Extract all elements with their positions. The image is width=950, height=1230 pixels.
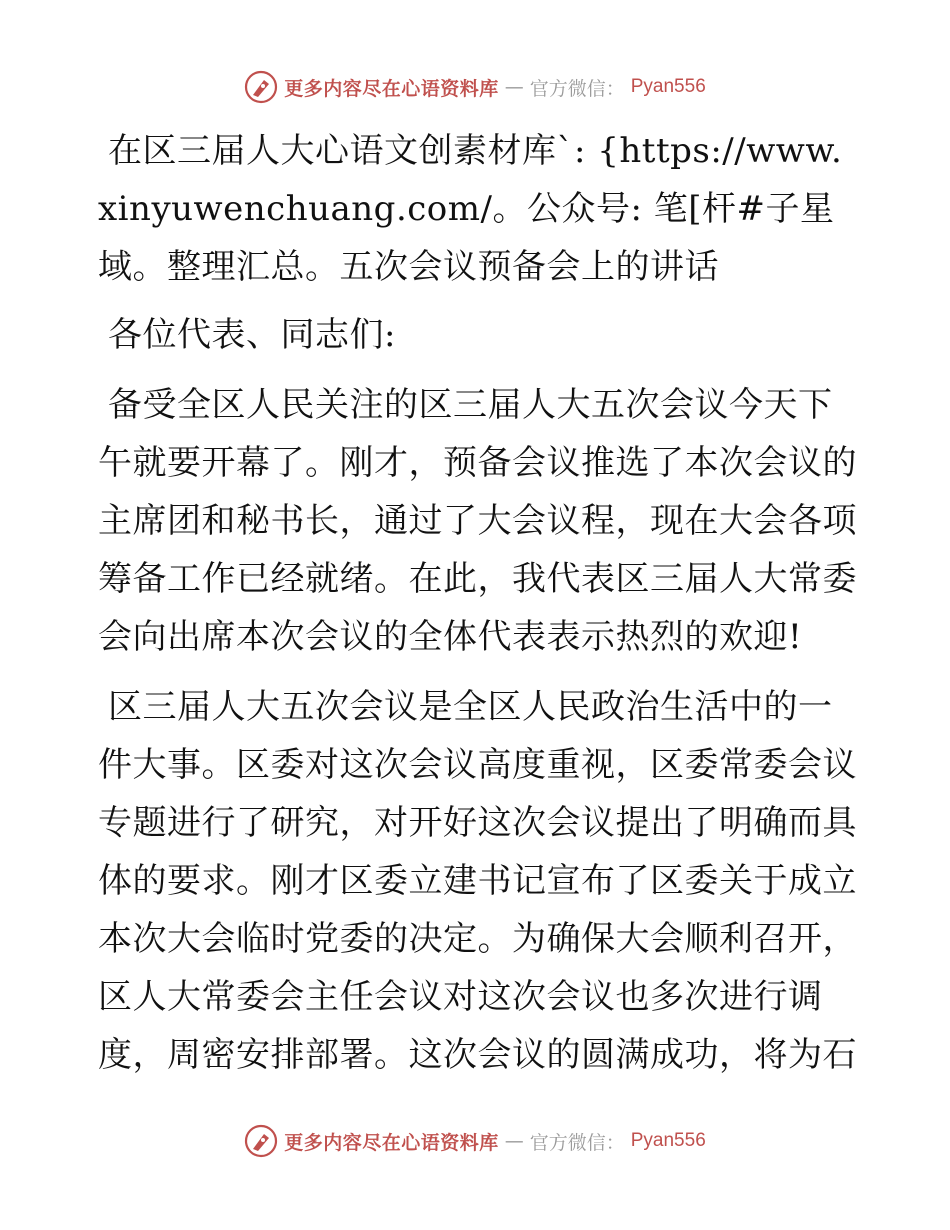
watermark-separator: — (504, 76, 524, 98)
pen-nib-logo-icon (244, 1124, 278, 1158)
body-paragraph: 区三届人大五次会议是全区人民政治生活中的一件大事。区委对这次会议高度重视，区委常委会议专题进行了研究，对开好这次会议提出了明确而具体的要求。刚才区委立建书记宣布了区委关于成立本次大会临时党委的决定。为确保大会顺利召开，区人大常委会主任会议对这次会议也多次进行调度，周密安排部署。这次会议的圆满成功，将为石 (98, 687, 857, 1075)
watermark-official-label: 官方微信： (529, 1131, 625, 1154)
watermark-separator: — (504, 1130, 524, 1152)
watermark-official-label: 官方微信： (529, 77, 625, 100)
watermark-main-text: 更多内容尽在心语资料库 (284, 77, 499, 100)
document-title-paragraph: 在区三届人大心语文创素材库`: {https://www.xinyuwenchuang.com/。公众号: 笔[杆#子星域。整理汇总。五次会议预备会上的讲话 (98, 131, 843, 287)
document-body (98, 122, 858, 1096)
watermark-wechat-id: Pyan556 (630, 1130, 706, 1151)
watermark-main-text: 更多内容尽在心语资料库 (284, 1131, 499, 1154)
footer-watermark (0, 1124, 950, 1158)
salutation-paragraph: 各位代表、同志们: (108, 315, 396, 355)
pen-nib-logo-icon (244, 70, 278, 104)
header-watermark (0, 70, 950, 104)
body-paragraph: 备受全区人民关注的区三届人大五次会议今天下午就要开幕了。刚才，预备会议推选了本次会议的主席团和秘书长，通过了大会议程，现在大会各项筹备工作已经就绪。在此，我代表区三届人大常委会向出席本次会议的全体代表表示热烈的欢迎! (98, 385, 857, 657)
watermark-wechat-id: Pyan556 (630, 76, 706, 97)
